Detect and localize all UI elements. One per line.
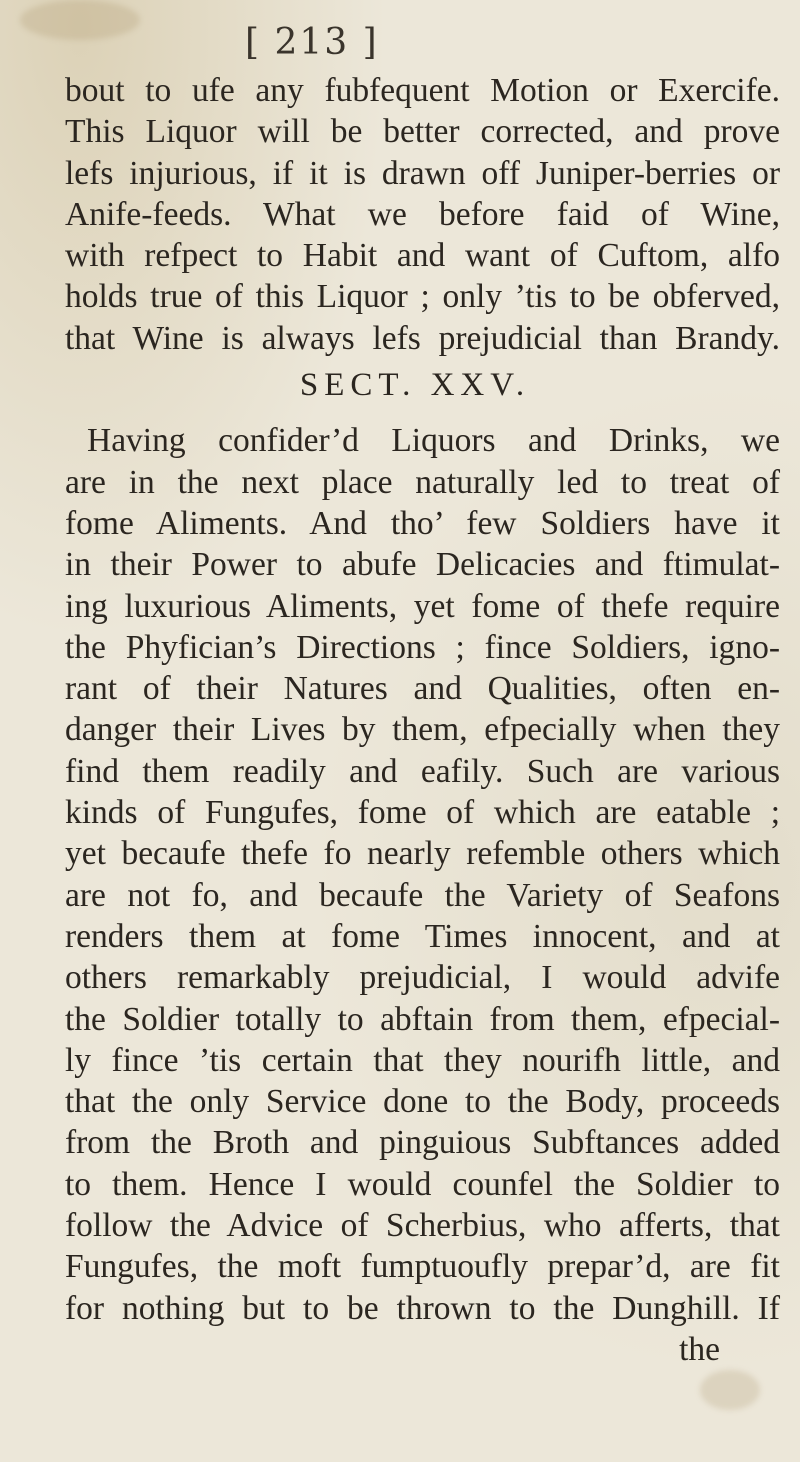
text-line: with refpect to Habit and want of Cuftom, alfo [65, 237, 780, 275]
text-line: for nothing but to be thrown to the Dunghill. If [65, 1289, 780, 1327]
catchword: the [679, 1330, 720, 1368]
text-line: Fungufes, the moft fumptuoufly prepar’d, are fit [65, 1248, 780, 1286]
text-line: are in the next place naturally led to treat of [65, 463, 780, 501]
text-line: that Wine is always lefs prejudicial than Brandy. [65, 319, 780, 357]
text-line: from the Broth and pinguious Subftances added [65, 1124, 780, 1162]
text-line: yet becaufe thefe fo nearly refemble others which [65, 835, 780, 873]
text-line: find them readily and eafily. Such are various [65, 752, 780, 790]
text-line: ly fince ’tis certain that they nourifh little, and [65, 1041, 780, 1079]
text-line: rant of their Natures and Qualities, often en- [65, 670, 780, 708]
text-line: others remarkably prejudicial, I would advife [65, 959, 780, 997]
text-line: follow the Advice of Scherbius, who afferts, that [65, 1207, 780, 1245]
text-line: lefs injurious, if it is drawn off Juniper-berries or [65, 154, 780, 192]
text-line: the Soldier totally to abftain from them, efpecial- [65, 1000, 780, 1038]
text-line: renders them at fome Times innocent, and at [65, 917, 780, 955]
text-line: the Phyfician’s Directions ; fince Soldiers, igno- [65, 628, 780, 666]
text-line: that the only Service done to the Body, proceeds [65, 1083, 780, 1121]
text-line: kinds of Fungufes, fome of which are eatable ; [65, 794, 780, 832]
text-line: Anife-feeds. What we before faid of Wine, [65, 195, 780, 233]
text-line: holds true of this Liquor ; only ’tis to be obferved, [65, 278, 780, 316]
paper-stain [700, 1370, 760, 1410]
paper-stain [20, 0, 140, 40]
page-number: [ 213 ] [245, 22, 379, 63]
text-line: are not fo, and becaufe the Variety of Seafons [65, 876, 780, 914]
text-line: bout to ufe any fubfequent Motion or Exercife. [65, 72, 780, 109]
text-line: Having confider’d Liquors and Drinks, we [87, 422, 780, 460]
text-line: to them. Hence I would counfel the Soldier to [65, 1165, 780, 1203]
text-line: ing luxurious Aliments, yet fome of thefe require [65, 587, 780, 625]
text-line: danger their Lives by them, efpecially when they [65, 711, 780, 749]
body-text [40, 70, 780, 1370]
text-line: fome Aliments. And tho’ few Soldiers have it [65, 504, 780, 542]
text-line: This Liquor will be better corrected, and prove [65, 113, 780, 151]
text-line: in their Power to abufe Delicacies and ftimulat- [65, 546, 780, 584]
section-heading: SECT. XXV. [299, 367, 531, 404]
